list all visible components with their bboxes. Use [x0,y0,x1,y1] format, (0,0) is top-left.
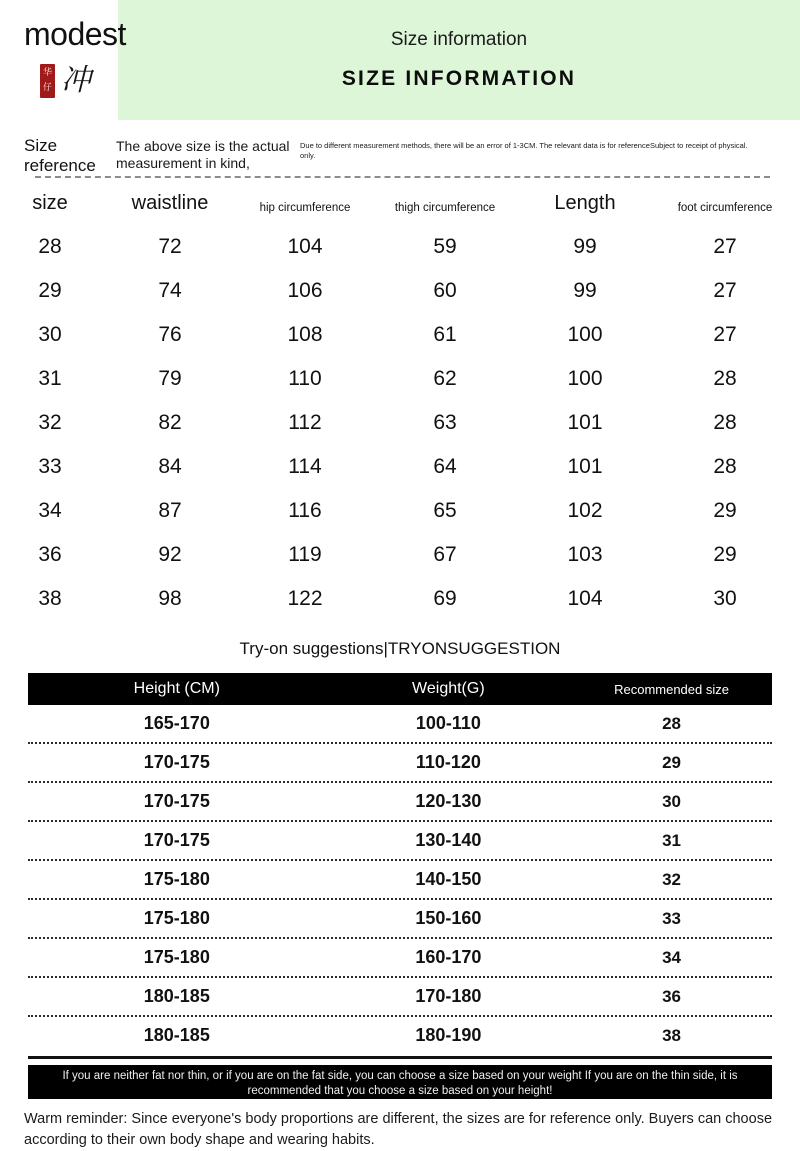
page-header [0,0,800,120]
table-cell: 60 [433,279,457,302]
table-cell: 100-110 [415,713,481,733]
table-cell: 28 [713,455,737,478]
tryon-table-body [28,705,772,1054]
table-cell: 114 [288,455,322,478]
table-row [28,822,772,861]
table-cell: 180-185 [143,986,210,1006]
table-cell: 122 [287,587,323,610]
table-cell: 38 [662,1025,681,1045]
table-row [28,978,772,1017]
table-cell: 28 [713,411,737,434]
table-cell: 30 [662,791,681,811]
table-cell: 30 [713,587,737,610]
table-cell: 36 [38,543,62,566]
table-row [0,357,800,401]
table-cell: 63 [433,411,457,434]
actual-measurement-note: The above size is the actual measurement in kind, [116,138,290,171]
physical-receipt-note: Subject to receipt of physical. [650,141,748,150]
table-cell: 61 [433,323,457,346]
tryon-table [28,673,772,1059]
sizing-tip-text: If you are neither fat nor thin, or if you are on the fat side, you can choose a size based on your weight If you are on the thin side, it is recommended that you choose a size based on your height! [62,1070,738,1097]
table-cell: 31 [38,367,62,390]
table-cell: 170-175 [143,830,210,850]
size-reference-notes [0,136,800,184]
tryon-bottom-divider [28,1056,772,1059]
table-cell: 28 [713,367,737,390]
header-title-group [118,0,800,120]
table-row [0,269,800,313]
table-cell: 160-170 [415,947,482,967]
page-title: Size information [390,29,528,50]
table-cell: 112 [288,411,322,434]
table-row [28,1017,772,1054]
table-cell: 175-180 [143,947,210,967]
table-cell: 100 [567,323,603,346]
table-cell: 36 [662,986,681,1006]
sizing-tip-bar [28,1065,772,1099]
table-cell: 69 [433,587,457,610]
table-cell: 32 [38,411,62,434]
table-cell: 130-140 [415,830,482,850]
table-cell: 29 [38,279,62,302]
table-cell: 180-190 [415,1025,482,1045]
table-row [0,533,800,577]
table-cell: 92 [158,543,182,566]
table-cell: 110 [288,367,322,390]
column-header-weight: Weight(G) [412,680,485,697]
size-reference-label: Size reference [24,136,96,175]
table-cell: 170-180 [415,986,482,1006]
table-row [0,489,800,533]
table-row [28,939,772,978]
table-cell: 76 [158,323,182,346]
table-row [28,861,772,900]
size-chart-header-row [0,188,800,225]
table-cell: 38 [38,587,62,610]
column-header-waistline: waistline [131,192,209,214]
measurement-disclaimer: Due to different measurement methods, there will be an error of 1-3CM. The relevant data is for reference only. [300,141,650,160]
table-cell: 34 [38,499,62,522]
table-cell: 110-120 [415,752,481,772]
table-cell: 27 [713,323,737,346]
table-cell: 119 [288,543,322,566]
table-row [0,577,800,621]
table-row [0,313,800,357]
table-cell: 104 [287,235,323,258]
table-cell: 99 [573,235,597,258]
seal-char-top: 华 [42,68,52,78]
table-cell: 116 [288,499,322,522]
table-cell: 34 [662,947,681,967]
table-cell: 82 [158,411,182,434]
table-cell: 28 [38,235,62,258]
table-row [28,900,772,939]
brand-name: modest [24,16,126,52]
column-header-size: size [32,192,68,214]
page-subtitle: SIZE INFORMATION [341,67,577,90]
table-cell: 27 [713,279,737,302]
table-cell: 84 [158,455,182,478]
table-cell: 59 [433,235,457,258]
calligraphy-glyph: 冲 [61,63,91,98]
table-cell: 175-180 [143,908,210,928]
size-chart-table [0,188,800,621]
table-cell: 27 [713,235,737,258]
table-cell: 62 [433,367,457,390]
brand-logo-mark [40,64,204,98]
table-cell: 170-175 [143,791,210,811]
table-row [0,401,800,445]
table-row [28,783,772,822]
table-cell: 100 [567,367,603,390]
warm-reminder-footer: Warm reminder: Since everyone's body proportions are different, the sizes are for reference only. Buyers can choose according to their own body shape and wearing habits. [24,1111,773,1148]
table-cell: 106 [287,279,323,302]
column-header-height: Height (CM) [133,680,220,697]
table-cell: 33 [662,908,681,928]
brand-block [24,18,204,98]
notes-divider [35,176,770,178]
table-cell: 180-185 [143,1025,210,1045]
table-cell: 29 [662,752,681,772]
column-header-thigh-circumference: thigh circumference [394,202,496,214]
table-cell: 31 [662,830,681,850]
table-cell: 103 [567,543,603,566]
table-cell: 67 [433,543,457,566]
table-cell: 101 [567,455,603,478]
table-cell: 99 [573,279,597,302]
seal-char-bottom: 仔 [42,83,52,93]
table-cell: 29 [713,543,737,566]
table-row [0,445,800,489]
table-cell: 98 [158,587,182,610]
table-cell: 64 [433,455,457,478]
size-chart-body [0,225,800,621]
table-cell: 165-170 [143,713,210,733]
column-header-recommended-size: Recommended size [614,681,729,697]
table-cell: 102 [567,499,603,522]
table-cell: 72 [158,235,182,258]
table-cell: 65 [433,499,457,522]
table-cell: 140-150 [415,869,482,889]
table-cell: 79 [158,367,182,390]
table-cell: 32 [662,869,681,889]
tryon-section-title: Try-on suggestions|TRYONSUGGESTION [239,639,561,658]
red-seal-icon [40,64,55,98]
table-cell: 28 [662,713,681,733]
table-cell: 33 [38,455,62,478]
table-cell: 175-180 [143,869,210,889]
table-row [28,705,772,744]
table-cell: 104 [567,587,603,610]
table-cell: 150-160 [415,908,482,928]
column-header-foot-circumference: foot circumference [677,202,773,214]
table-cell: 120-130 [415,791,482,811]
table-row [28,744,772,783]
table-cell: 108 [287,323,323,346]
table-cell: 87 [158,499,182,522]
table-cell: 170-175 [143,752,210,772]
table-cell: 29 [713,499,737,522]
table-cell: 30 [38,323,62,346]
table-cell: 74 [158,279,182,302]
table-cell: 101 [567,411,603,434]
table-row [0,225,800,269]
column-header-hip-circumference: hip circumference [259,202,351,214]
tryon-header-row [28,673,772,705]
column-header-length: Length [554,192,616,214]
